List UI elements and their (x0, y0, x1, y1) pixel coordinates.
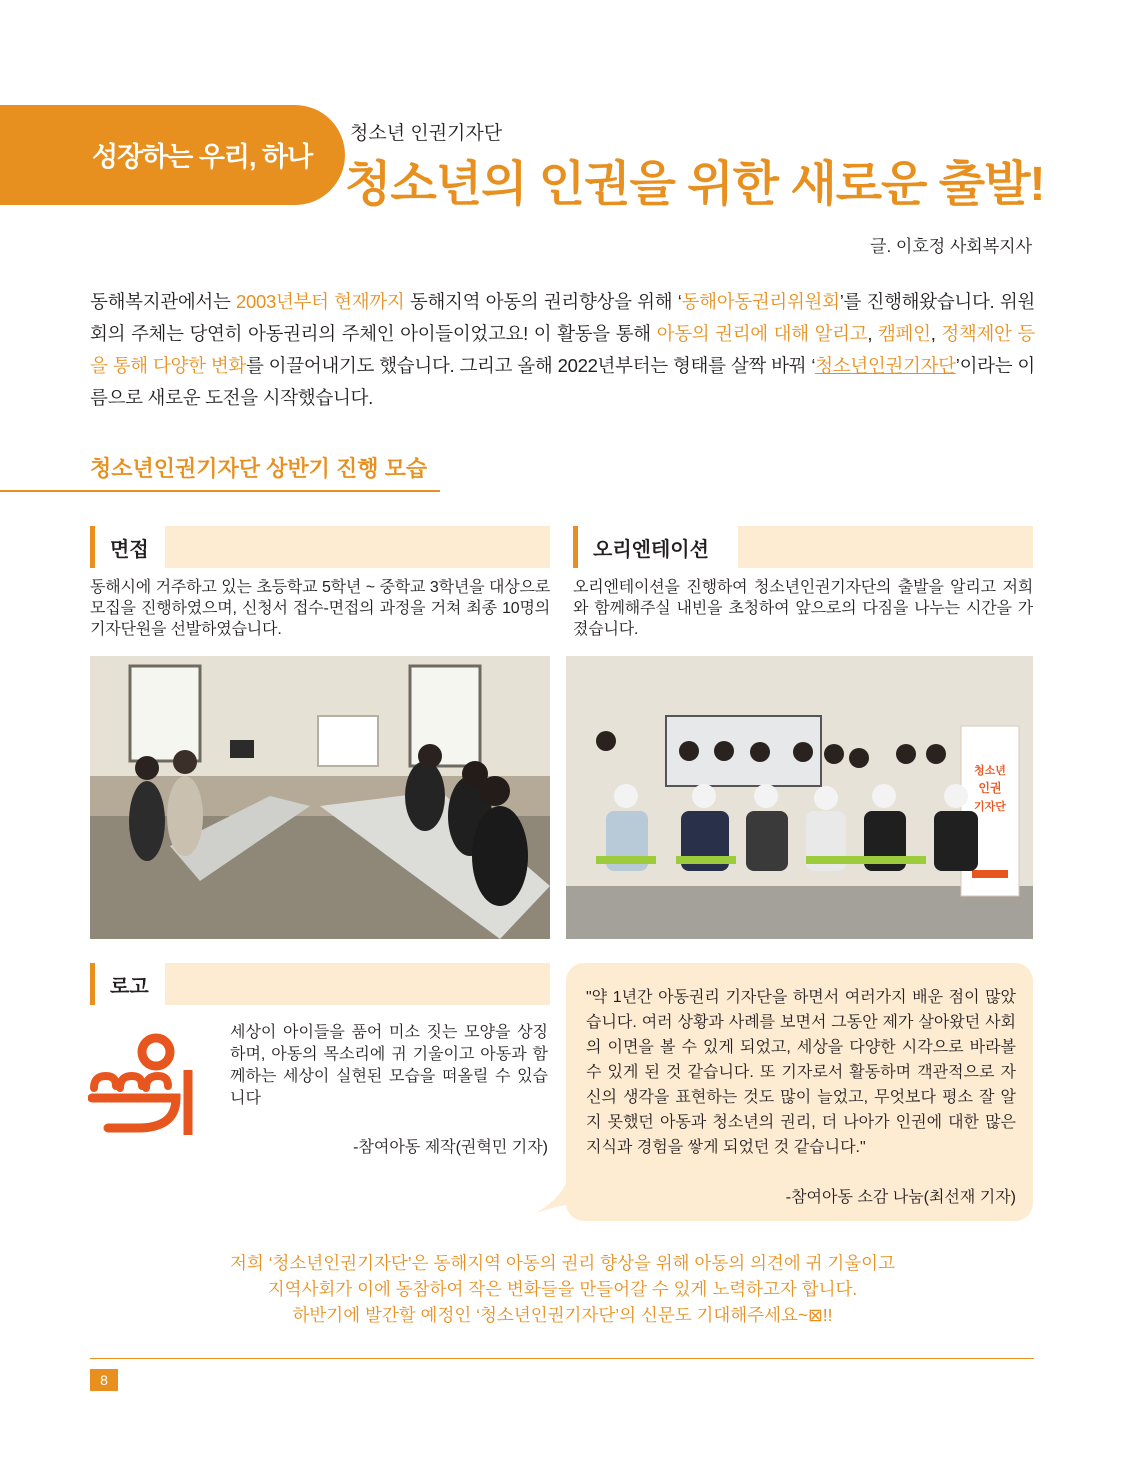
interview-heading (90, 526, 550, 568)
logo-image (88, 1030, 208, 1140)
orientation-title: 오리엔테이션 (593, 539, 709, 561)
interview-photo (90, 656, 550, 939)
logo-title: 로고 (110, 976, 149, 998)
intro-highlight: 청소년인권기자단 (815, 355, 956, 376)
intro-highlight: 캠페인 (877, 323, 931, 344)
intro-highlight: 2003년부터 현재까지 (236, 291, 405, 312)
interview-text: 동해시에 거주하고 있는 초등학교 5학년 ~ 중학교 3학년을 대상으로 모집을 진행하였으며, 신청서 접수-면접의 과정을 거쳐 최종 10명의 기자단원을 선발하였습니다. (90, 579, 550, 638)
orientation-photo (566, 656, 1033, 939)
byline: 글. 이호정 사회복지사 (870, 237, 1032, 256)
footer-rule (90, 1358, 1034, 1359)
interview-title: 면접 (110, 539, 149, 561)
logo-credit: -참여아동 제작(권혁민 기자) (353, 1139, 548, 1156)
closing-line: 저희 ‘청소년인권기자단’은 동해지역 아동의 권리 향상을 위해 아동의 의견에 귀 기울이고 (230, 1253, 895, 1273)
section-label: 성장하는 우리, 하나 (92, 142, 313, 172)
orientation-text: 오리엔테이션을 진행하여 청소년인권기자단의 출발을 알리고 저희와 함께해주실 내빈을 초청하여 앞으로의 다짐을 나누는 시간을 가졌습니다. (573, 579, 1033, 638)
subsection-title: 청소년인권기자단 상반기 진행 모습 (90, 456, 428, 481)
intro-highlight: 정책제안 등을 통해 다양한 변화 (90, 323, 1036, 376)
intro-highlight: 동해아동권리위원회 (681, 291, 840, 312)
closing-message (90, 1250, 1035, 1328)
orientation-heading (573, 526, 1033, 568)
banner-line2: 인권 (978, 781, 1002, 795)
page-number: 8 (90, 1369, 118, 1391)
quote-text: "약 1년간 아동권리 기자단을 하면서 여러가지 배운 점이 많았습니다. 여러 상황과 사례를 보면서 그동안 제가 살아왔던 사회의 이면을 볼 수 있게 되었고, 세상을 다양한 시각으로 바라볼 수 있게 된 것 같습니다. 또 기자로서 활동하며 객관적으로 자신의 생각을 표현하는 것도 많이 늘었고, 무엇보다 평소 잘 알지 못했던 아동과 청소년의 권리, 더 나아가 인권에 대한 많은 지식과 경험을 쌓게 되었던 것 같습니다." (586, 989, 1016, 1156)
logo-heading (90, 963, 550, 1005)
banner-line3: 기자단 (974, 801, 1006, 813)
logo-text: 세상이 아이들을 품어 미소 짓는 모양을 상징하며, 아동의 목소리에 귀 기울이고 아동과 함께하는 세상이 실현된 모습을 떠올릴 수 있습니다 (230, 1024, 548, 1107)
subsection-rule (0, 490, 440, 492)
quote-tail (536, 1175, 596, 1213)
kicker: 청소년 인권기자단 (350, 123, 503, 144)
closing-line: 지역사회가 이에 동참하여 작은 변화들을 만들어갈 수 있게 노력하고자 합니다. (267, 1279, 858, 1299)
intro-paragraph: 동해복지관에서는 2003년부터 현재까지 동해지역 아동의 권리향상을 위해 ‘동해아동권리위원회’를 진행해왔습니다. 위원회의 주체는 당연히 아동권리의 주체인 아이들이었고요! 이 활동을 통해 아동의 권리에 대해 알리고, 캠페인, 정책제안 등을 통해 다양한 변화를 이끌어내기도 했습니다. 그리고 올해 2022년부터는 형태를 살짝 바꿔 ‘청소년인권기자단’이라는 이름으로 새로운 도전을 시작했습니다. (90, 291, 1036, 408)
banner-line1: 청소년 (974, 765, 1006, 777)
closing-line: 하반기에 발간할 예정인 ‘청소년인권기자단’의 신문도 기대해주세요~⊠!! (292, 1305, 833, 1325)
intro-highlight: 아동의 권리에 대해 알리고 (656, 323, 868, 344)
headline: 청소년의 인권을 위한 새로운 출발! (345, 158, 1045, 211)
quote-credit: -참여아동 소감 나눔(최선재 기자) (785, 1189, 1016, 1206)
